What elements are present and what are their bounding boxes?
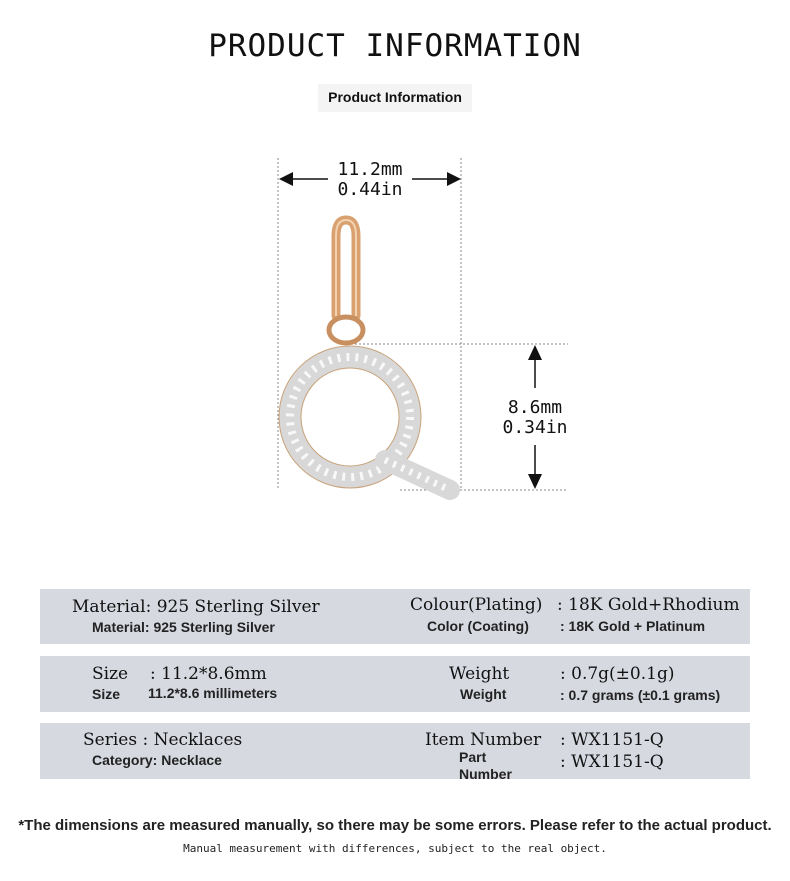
size-label-sub: Size [92, 686, 121, 702]
size-value-sub: 11.2*8.6 millimeters [148, 685, 278, 701]
pendant-jump-ring [329, 317, 363, 343]
height-arrowhead-up [528, 345, 542, 360]
disclaimer-note-small: Manual measurement with differences, subject to the real object. [183, 842, 607, 855]
item-number-value: : WX1151-Q [560, 730, 664, 750]
disclaimer-note: *The dimensions are measured manually, so there may be some errors. Please refer to the actual product. [18, 817, 772, 834]
page-title: PRODUCT INFORMATION [208, 28, 582, 64]
weight-label-main: Weight [449, 664, 510, 684]
weight-value-main: : 0.7g(±0.1g) [560, 664, 675, 684]
colour-value-main: : 18K Gold+Rhodium [557, 595, 740, 615]
series-main: Series : Necklaces [83, 730, 243, 750]
width-arrowhead-left [279, 172, 293, 186]
height-mm: 8.6mm [507, 397, 563, 418]
colour-value-sub: : 18K Gold + Platinum [560, 618, 706, 634]
part-number-label-2: Number [459, 766, 512, 782]
colour-label-sub: Color (Coating) [427, 618, 529, 634]
page-subtitle: Product Information [318, 84, 472, 112]
height-arrowhead-down [528, 474, 542, 489]
height-in: 0.34in [502, 417, 568, 438]
weight-value-sub: : 0.7 grams (±0.1 grams) [560, 687, 721, 703]
size-value-main: : 11.2*8.6mm [150, 664, 267, 684]
pendant-bail [336, 220, 356, 316]
material-main: Material: 925 Sterling Silver [72, 597, 320, 617]
category-sub: Category: Necklace [92, 752, 222, 768]
material-sub: Material: 925 Sterling Silver [92, 619, 275, 635]
colour-label-main: Colour(Plating) [410, 595, 543, 615]
width-mm: 11.2mm [337, 159, 403, 180]
part-number-value: : WX1151-Q [560, 752, 664, 772]
item-number-label: Item Number [425, 730, 542, 750]
height-label [488, 398, 582, 438]
width-in: 0.44in [337, 179, 403, 200]
width-label [318, 160, 422, 200]
size-label-main: Size [92, 664, 129, 684]
weight-label-sub: Weight [460, 686, 507, 702]
part-number-label-1: Part [459, 749, 487, 765]
width-arrowhead-right [447, 172, 461, 186]
